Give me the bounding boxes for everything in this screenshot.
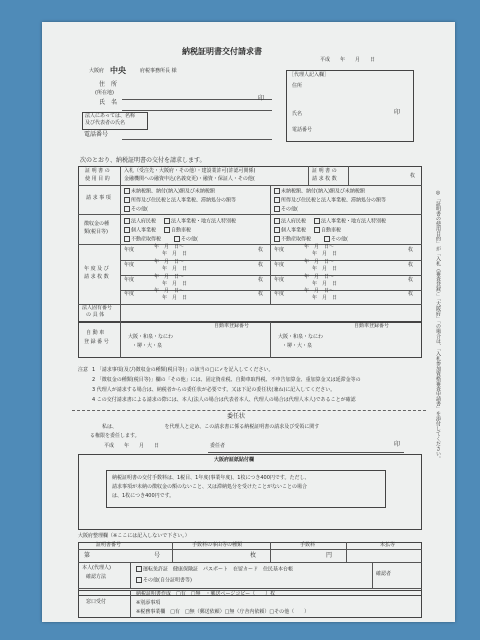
req-item-1-right-checkbox[interactable] <box>274 188 280 194</box>
tax-type-right-4-checkbox[interactable] <box>314 227 320 233</box>
applicant-seal-mark: 印 <box>258 95 265 102</box>
office-header-2: 手数料の事由等の種類 <box>192 542 243 548</box>
period-to[interactable]: 年 月 日 <box>312 281 338 287</box>
period-to[interactable]: 年 月 日 <box>312 295 338 301</box>
req-item-2-right-label: 所得及び住民税と法人事業税、滞納処分の額等 <box>281 197 387 204</box>
corp-number-label-2: の 具 体 <box>86 312 105 318</box>
year-count-unit: 枚 <box>258 291 264 297</box>
tax-type-4-label: 自動車税 <box>171 227 192 234</box>
office-header-4: 未払等 <box>380 542 396 548</box>
proxy-auth-title: 委任状 <box>227 413 246 420</box>
req-item-1-right[interactable] <box>274 188 365 195</box>
note-3: 3 代理人が請求する場合は、納税者からの委任状が必要です。又は下記の委任状(兼ね)に記入してください。 <box>92 387 336 393</box>
table-rule <box>120 322 121 358</box>
proxy-auth-text-1: 私は、 を代理人と定め、この請求書に係る納税証明書の請求及び受領に関す <box>102 424 320 430</box>
tax-certificate-request-form <box>42 22 455 622</box>
purpose-label-2: 使 用 目 的 <box>85 176 110 182</box>
tax-type-3[interactable] <box>124 227 156 234</box>
tax-type-right-2-checkbox[interactable] <box>314 218 320 224</box>
req-item-1[interactable] <box>124 188 215 195</box>
req-item-2[interactable] <box>124 197 236 204</box>
year-label-2: 請 求 枚 数 <box>84 274 109 280</box>
vehicle-text-right-1[interactable]: 大阪・和泉・なにわ <box>278 334 324 340</box>
confirmer-label: 確認者 <box>376 571 392 577</box>
proxy-delegator-label: 委任者 <box>210 443 226 449</box>
purpose-text-2[interactable]: 金融機関への融資申込(名義変更)・融資・保証人・その他( <box>124 176 255 182</box>
year-word: 年度 <box>124 247 135 253</box>
period-from[interactable]: 年 月 日～ <box>304 288 335 294</box>
phone-label: 電話番号 <box>84 131 109 138</box>
delegator-line[interactable] <box>208 452 404 453</box>
tax-type-right-5-label: 不動産取得税 <box>281 236 312 243</box>
stamp-text-1: 納税証明書の交付手数料は、1税目、1年度(事業年度)、1枚につき400円です。ただし、 <box>112 475 310 481</box>
stamp-header: 大阪府証紙貼付欄 <box>214 457 255 463</box>
table-rule <box>78 588 422 589</box>
window-row-3: ※税務事業欄 □有 □無（郵送依頼）□無（庁舎内依頼）□その他（ ） <box>136 609 310 615</box>
period-to[interactable]: 年 月 日 <box>162 266 188 272</box>
req-item-3-label: その他( <box>131 206 148 213</box>
recipient-suffix: 府税事務所長 様 <box>140 68 177 74</box>
year-word: 年度 <box>124 262 135 268</box>
office-row-number-unit: 号 <box>154 552 161 559</box>
proxy-name-label: 氏名 <box>292 111 303 117</box>
table-rule <box>348 166 349 185</box>
identity-checkbox[interactable] <box>136 566 142 572</box>
tax-type-6-label: その他( <box>181 236 198 243</box>
identity-label-2: 確認方法 <box>86 574 107 580</box>
table-rule <box>270 185 271 304</box>
tax-type-3-checkbox[interactable] <box>124 227 130 233</box>
table-rule <box>78 244 422 245</box>
period-from[interactable]: 年 月 日～ <box>304 274 335 280</box>
identity-other-label: その他(自分証明書等) <box>143 577 192 584</box>
table-rule <box>308 166 309 185</box>
req-items-label: 請 求 事 項 <box>86 195 111 201</box>
proxy-address-label: 住所 <box>292 83 303 89</box>
tax-type-right-1-checkbox[interactable] <box>274 218 280 224</box>
tax-type-right-6[interactable] <box>324 236 348 243</box>
year-word: 年度 <box>124 291 135 297</box>
tax-type-4[interactable] <box>164 227 191 234</box>
tax-type-right-3-label: 個人事業税 <box>281 227 307 234</box>
req-item-1-checkbox[interactable] <box>124 188 130 194</box>
year-word: 年度 <box>274 277 285 283</box>
delegator-seal: 印 <box>394 441 401 448</box>
corp-number-label-1: 法人固有番号 <box>82 305 113 311</box>
office-header-3: 手数料 <box>300 542 316 548</box>
tax-type-1[interactable] <box>124 218 156 225</box>
tax-type-2[interactable] <box>164 218 236 225</box>
year-label-1: 年 度 及 び <box>84 266 109 272</box>
req-item-3-checkbox[interactable] <box>124 206 130 212</box>
request-text: 次のとおり、納税証明書の交付を請求します。 <box>80 157 206 164</box>
req-item-3[interactable] <box>124 206 148 213</box>
vehicle-label-1: 自 動 車 <box>86 330 105 336</box>
req-item-1-label: 未納税額、納付(納入)額及び未納税額 <box>131 188 215 195</box>
tax-type-right-1-label: 法人府民税 <box>281 218 307 225</box>
side-note: ◎「証明書の使用目的」が「入札（審査登録）」「大阪府」「の場合は、「入札参加資格審査申請書」を添付してください。 <box>435 190 441 461</box>
table-rule <box>78 185 422 186</box>
office-header-1: 証明書番号 <box>96 542 122 548</box>
table-rule <box>120 166 121 322</box>
proxy-auth-date: 平成 年 月 日 <box>104 443 160 449</box>
count-unit: 枚 <box>410 173 416 179</box>
cut-line <box>72 410 426 411</box>
corp-note-1: 法人にあっては、名称 <box>85 113 135 119</box>
table-rule <box>172 542 173 562</box>
year-count-unit: 枚 <box>408 277 414 283</box>
tax-type-3-label: 個人事業税 <box>131 227 157 234</box>
period-from[interactable]: 年 月 日～ <box>304 244 335 250</box>
tax-type-1-checkbox[interactable] <box>124 218 130 224</box>
period-from[interactable]: 年 月 日～ <box>304 259 335 265</box>
table-rule <box>78 304 422 305</box>
proxy-seal-mark: 印 <box>394 109 401 116</box>
tax-type-6[interactable] <box>174 236 198 243</box>
req-item-2-right[interactable] <box>274 197 386 204</box>
table-rule <box>78 214 422 215</box>
req-item-2-right-checkbox[interactable] <box>274 197 280 203</box>
period-from[interactable]: 年 月 日～ <box>154 274 185 280</box>
address-sub-label: (所在地) <box>95 90 114 96</box>
tax-type-right-1[interactable] <box>274 218 306 225</box>
tax-type-right-5-checkbox[interactable] <box>274 236 280 242</box>
tax-type-4-checkbox[interactable] <box>164 227 170 233</box>
stamp-text-3: は、1枚につき400円です。 <box>112 493 175 499</box>
tax-type-2-label: 法人事業税・地方法人特別税 <box>171 218 237 225</box>
vehicle-text-right-2[interactable]: ・堺・大・泉 <box>282 343 313 349</box>
stamp-text-2: 請求事項が未納の徴収金の額のないこと、又は滞納処分を受けたことがないことの場合 <box>112 484 308 490</box>
corp-note-2: 及び代表者の氏名 <box>85 120 126 126</box>
period-from[interactable]: 年 月 日～ <box>154 288 185 294</box>
table-rule <box>130 590 131 618</box>
period-from[interactable]: 年 月 日～ <box>154 259 185 265</box>
tax-type-right-5[interactable] <box>274 236 311 243</box>
year-count-unit: 枚 <box>408 247 414 253</box>
period-to[interactable]: 年 月 日 <box>162 251 188 257</box>
vehicle-text-1[interactable]: 大阪・和泉・なにわ <box>128 334 174 340</box>
req-item-3-right[interactable] <box>274 206 298 213</box>
year-word: 年度 <box>274 247 285 253</box>
notes-title: 注意 <box>78 367 89 373</box>
proxy-phone-label: 電話番号 <box>292 127 313 133</box>
note-2: 2 「徴収金の種類(税目等)」欄の「その他」には、固定資産税、自動車取得税、不申告加算金、重加算金又は延滞金等の <box>92 377 361 383</box>
note-1: 1 「請求事項(及び)徴収金の種類(税目等)」の該当の□に✓を記入してください。 <box>92 367 274 373</box>
identity-options[interactable] <box>136 566 293 573</box>
address-label: 住 所 <box>99 81 118 88</box>
window-label: 窓口受付 <box>86 599 107 605</box>
identity-other-checkbox[interactable] <box>136 577 142 583</box>
purpose-label-1: 証 明 書 の <box>85 168 110 174</box>
vehicle-text-2[interactable]: ・堺・大・泉 <box>132 343 163 349</box>
name-label: 氏 名 <box>99 99 118 106</box>
table-rule <box>270 542 271 562</box>
req-item-3-right-checkbox[interactable] <box>274 206 280 212</box>
year-count-unit: 枚 <box>258 277 264 283</box>
tax-type-right-6-checkbox[interactable] <box>324 236 330 242</box>
address-line[interactable] <box>122 99 272 100</box>
tax-type-right-4-label: 自動車税 <box>321 227 342 234</box>
tax-type-right-4[interactable] <box>314 227 341 234</box>
tax-type-6-checkbox[interactable] <box>174 236 180 242</box>
proxy-header: ［代理人記入欄］ <box>289 72 330 78</box>
table-rule <box>78 549 422 550</box>
count-label-2: 請 求 枚 数 <box>312 176 337 182</box>
count-label-1: 証 明 書 の <box>312 168 337 174</box>
office-row-prefix: 第 <box>84 552 91 559</box>
phone-line[interactable] <box>122 139 272 140</box>
tax-type-right-2[interactable] <box>314 218 386 225</box>
tax-types-label-2: 類(税目等) <box>84 229 108 235</box>
table-rule <box>372 562 373 588</box>
identity-options-label: 運転免許証 健康保険証 パスポート 在留カード 住民基本台帳 <box>143 566 294 573</box>
table-rule <box>130 562 131 588</box>
year-word: 年度 <box>274 291 285 297</box>
vehicle-label-2: 登 録 番 号 <box>84 339 109 345</box>
table-rule <box>346 542 347 562</box>
year-count-unit: 枚 <box>258 262 264 268</box>
tax-type-right-3[interactable] <box>274 227 306 234</box>
year-word: 年度 <box>124 277 135 283</box>
period-from[interactable]: 年 月 日～ <box>154 244 185 250</box>
year-count-unit: 枚 <box>258 247 264 253</box>
period-to[interactable]: 年 月 日 <box>312 251 338 257</box>
req-item-3-right-label: その他( <box>281 206 298 213</box>
window-row-1: 納税証明書作成 □有 □無 ・郵送ページコピー（ ）枚 <box>136 591 276 597</box>
year-word: 年度 <box>274 262 285 268</box>
tax-types-label-1: 徴収金の種 <box>84 221 110 227</box>
tax-type-5-checkbox[interactable] <box>124 236 130 242</box>
period-to[interactable]: 年 月 日 <box>312 266 338 272</box>
year-count-unit: 枚 <box>408 262 414 268</box>
req-item-2-checkbox[interactable] <box>124 197 130 203</box>
purpose-text-1[interactable]: 入札（受注先・大阪府・その他）・建設業許可(許認可関係) <box>124 168 256 174</box>
tax-type-right-6-label: その他( <box>331 236 348 243</box>
office-row-count-unit: 枚 <box>250 552 257 559</box>
recipient-prefix: 大阪府 <box>89 68 105 74</box>
tax-type-5[interactable] <box>124 236 161 243</box>
window-row-2: ※別添事項 <box>136 600 161 606</box>
vehicle-code-right: 自動車登録番号 <box>354 323 390 329</box>
proxy-auth-text-2: る権限を委任します。 <box>90 433 140 439</box>
office-section-title: 大阪府整理欄（※ここには記入しないで下さい。） <box>78 533 190 539</box>
tax-type-2-checkbox[interactable] <box>164 218 170 224</box>
tax-type-right-2-label: 法人事業税・地方法人特別税 <box>321 218 387 225</box>
req-item-1-right-label: 未納税額、納付(納入)額及び未納税額 <box>281 188 365 195</box>
tax-type-1-label: 法人府民税 <box>131 218 157 225</box>
identity-label-1: 本人(代理人) <box>82 565 111 571</box>
period-to[interactable]: 年 月 日 <box>162 295 188 301</box>
req-item-2-label: 所得及び住民税と法人事業税、滞納処分の額等 <box>131 197 237 204</box>
tax-type-right-3-checkbox[interactable] <box>274 227 280 233</box>
period-to[interactable]: 年 月 日 <box>162 281 188 287</box>
note-4: 4 この交付請求書による請求の際には、本人(法人の場合は代表者本人、代理人の場合は代理人本人)であることが確認 <box>92 397 356 403</box>
tax-type-5-label: 不動産取得税 <box>131 236 162 243</box>
recipient-office: 中央 <box>110 66 126 75</box>
year-count-unit: 枚 <box>408 291 414 297</box>
vehicle-code-left: 自動車登録番号 <box>214 323 250 329</box>
identity-other[interactable] <box>136 577 192 584</box>
name-line[interactable] <box>122 110 272 111</box>
table-rule <box>270 322 271 358</box>
date-line: 平成 年 月 日 <box>320 57 376 63</box>
form-title: 納税証明書交付請求書 <box>182 47 262 56</box>
office-row-yen-unit: 円 <box>326 552 333 559</box>
